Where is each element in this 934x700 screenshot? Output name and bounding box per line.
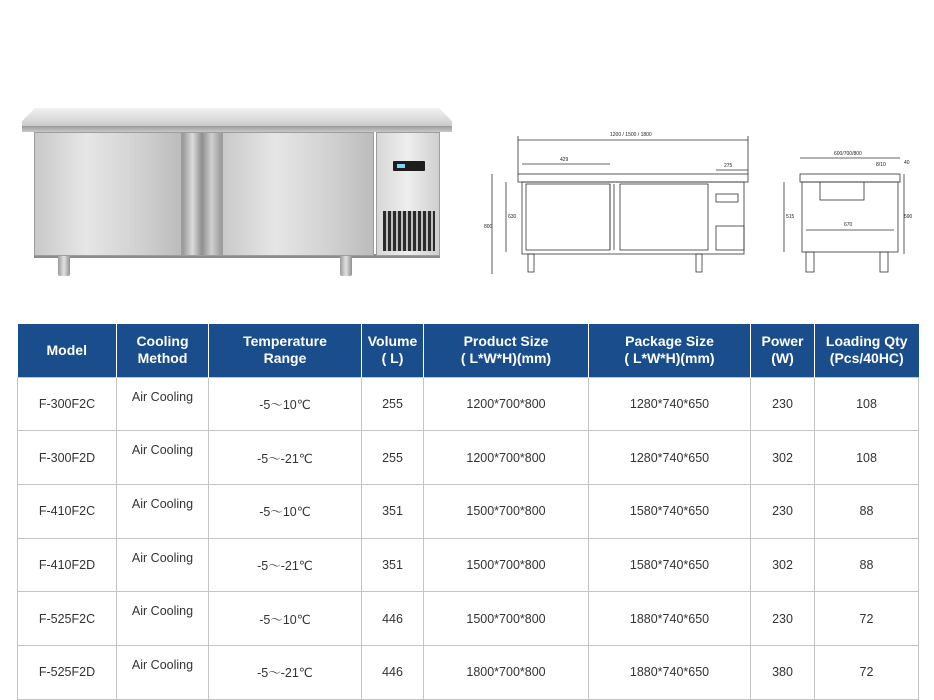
front-door-left [526, 184, 610, 250]
product-photo [22, 104, 454, 280]
col-volume: Volume ( L) [362, 324, 424, 377]
cell-product-size: 1500*700*800 [424, 592, 589, 646]
cell-cooling-method: Air Cooling [117, 431, 209, 485]
side-leg-left [806, 252, 814, 272]
vent-grille [383, 211, 435, 251]
cell-temperature: -5～10℃ [209, 484, 362, 538]
col-power: Power (W) [751, 324, 815, 377]
side-compressor [820, 182, 864, 200]
dim-height-inner: 630 [508, 214, 517, 220]
front-leg-right [696, 254, 702, 272]
dim-inner-depth: 670 [844, 222, 853, 228]
cell-temperature: -5～-21℃ [209, 645, 362, 699]
cell-volume: 446 [362, 592, 424, 646]
cell-volume: 255 [362, 431, 424, 485]
cell-power: 302 [751, 431, 815, 485]
col-model: Model [18, 324, 117, 377]
cell-model: F-300F2D [18, 431, 117, 485]
leg-left [58, 256, 70, 276]
col-temperature-range: Temperature Range [209, 324, 362, 377]
dim-right-panel: 275 [724, 163, 733, 169]
cell-package-size: 1880*740*650 [589, 592, 751, 646]
table-row [18, 592, 919, 646]
cell-cooling-method: Air Cooling [117, 484, 209, 538]
col-product-size: Product Size ( L*W*H)(mm) [424, 324, 589, 377]
cell-product-size: 1200*700*800 [424, 377, 589, 431]
dim-shelf-top: 8/10 [876, 162, 886, 168]
cell-volume: 351 [362, 538, 424, 592]
front-display [716, 194, 738, 202]
cell-loading-qty: 108 [815, 377, 919, 431]
cell-temperature: -5～-21℃ [209, 431, 362, 485]
door-handle-gap [182, 132, 222, 256]
cell-power: 230 [751, 592, 815, 646]
leg-right [340, 256, 352, 276]
cell-package-size: 1580*740*650 [589, 538, 751, 592]
cell-temperature: -5～10℃ [209, 592, 362, 646]
cell-power: 230 [751, 377, 815, 431]
cell-package-size: 1280*740*650 [589, 377, 751, 431]
table-row [18, 538, 919, 592]
temperature-display [393, 161, 425, 171]
table-row [18, 645, 919, 699]
col-loading-qty: Loading Qty (Pcs/40HC) [815, 324, 919, 377]
cell-cooling-method: Air Cooling [117, 645, 209, 699]
cell-volume: 351 [362, 484, 424, 538]
table-row [18, 484, 919, 538]
cell-package-size: 1580*740*650 [589, 484, 751, 538]
cell-product-size: 1200*700*800 [424, 431, 589, 485]
cell-loading-qty: 72 [815, 645, 919, 699]
spec-table [17, 324, 919, 700]
dim-side-height-left: 515 [786, 214, 795, 220]
cell-model: F-525F2C [18, 592, 117, 646]
side-leg-right [880, 252, 888, 272]
cell-loading-qty: 108 [815, 431, 919, 485]
cell-volume: 255 [362, 377, 424, 431]
cell-loading-qty: 88 [815, 484, 919, 538]
cell-temperature: -5～-21℃ [209, 538, 362, 592]
cell-model: F-525F2D [18, 645, 117, 699]
dim-depth-top: 40 [904, 160, 910, 166]
cell-package-size: 1880*740*650 [589, 645, 751, 699]
cell-cooling-method: Air Cooling [117, 538, 209, 592]
dim-width-options: 1200 / 1500 / 1800 [610, 132, 652, 138]
table-row [18, 377, 919, 431]
dim-depth-options: 600/700/800 [834, 151, 862, 157]
cell-model: F-300F2C [18, 377, 117, 431]
front-top [518, 174, 748, 182]
cell-loading-qty: 88 [815, 538, 919, 592]
cell-product-size: 1800*700*800 [424, 645, 589, 699]
cell-cooling-method: Air Cooling [117, 377, 209, 431]
col-package-size: Package Size ( L*W*H)(mm) [589, 324, 751, 377]
dim-left-door: 429 [560, 157, 569, 163]
cell-package-size: 1280*740*650 [589, 431, 751, 485]
cell-cooling-method: Air Cooling [117, 592, 209, 646]
cell-power: 230 [751, 484, 815, 538]
dim-side-height-right: 590 [904, 214, 913, 220]
front-body [522, 182, 744, 254]
front-leg-left [528, 254, 534, 272]
right-door [222, 132, 374, 256]
cell-product-size: 1500*700*800 [424, 484, 589, 538]
cell-power: 302 [751, 538, 815, 592]
left-door [34, 132, 182, 256]
cell-temperature: -5～10℃ [209, 377, 362, 431]
cell-loading-qty: 72 [815, 592, 919, 646]
cell-power: 380 [751, 645, 815, 699]
cell-model: F-410F2C [18, 484, 117, 538]
front-vent [716, 226, 744, 250]
dimension-drawing [484, 122, 914, 282]
col-cooling-method: Cooling Method [117, 324, 209, 377]
dim-height-total: 800 [484, 224, 493, 230]
control-panel [376, 132, 440, 256]
table-header-row [18, 324, 919, 377]
cell-volume: 446 [362, 645, 424, 699]
cell-model: F-410F2D [18, 538, 117, 592]
table-row [18, 431, 919, 485]
side-body [802, 182, 898, 252]
cell-product-size: 1500*700*800 [424, 538, 589, 592]
side-top [800, 174, 900, 182]
front-door-right [620, 184, 708, 250]
technical-drawings [484, 122, 914, 282]
